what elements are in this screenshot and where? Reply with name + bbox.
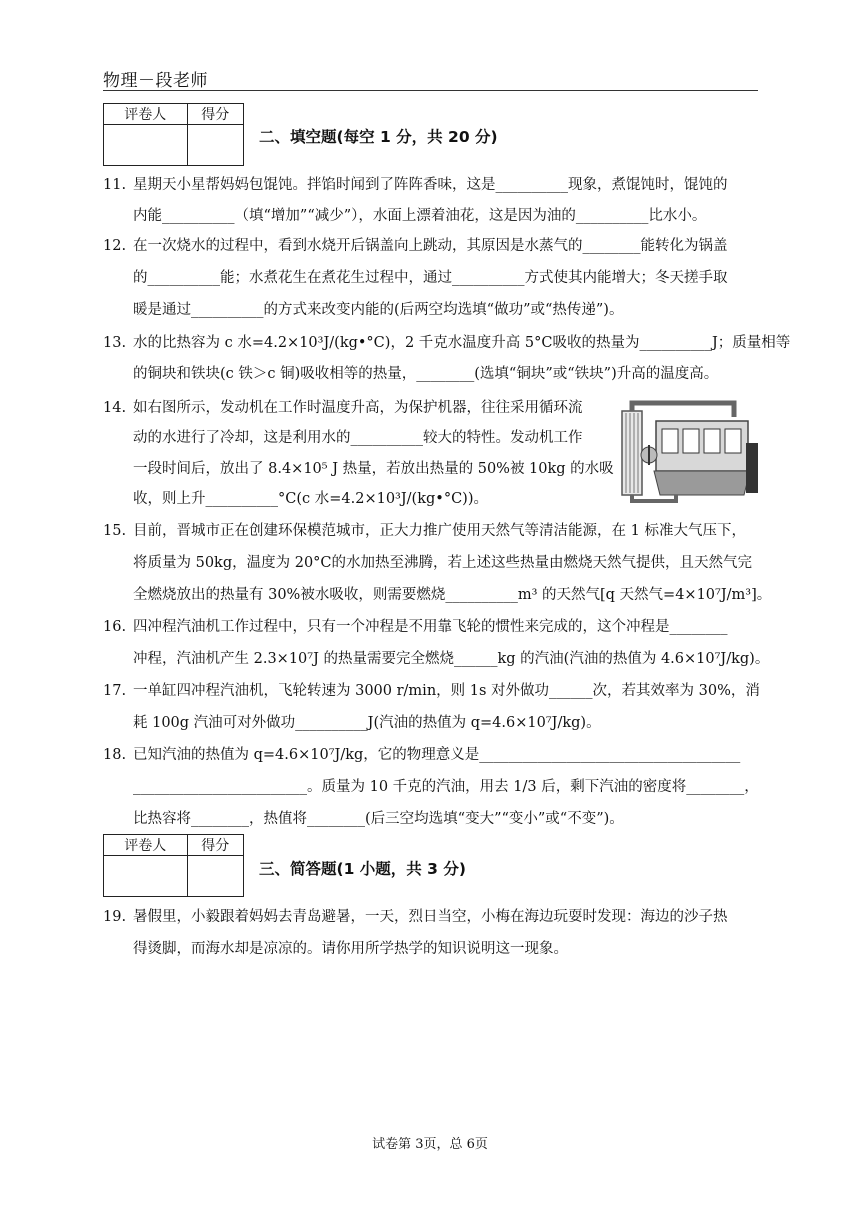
question-line: 冲程，汽油机产生 2.3×10⁷J 的热量需要完全燃烧______kg 的汽油(汽油的热值为 4.6×10⁷J/kg)。 xyxy=(133,651,770,667)
score-box-score-cell[interactable] xyxy=(187,125,243,166)
question-line: 全燃烧放出的热量有 30%被水吸收，则需要燃烧__________m³ 的天然气[q 天然气=4×10⁷J/m³]。 xyxy=(133,587,772,603)
question-line: 暖是通过__________的方式来改变内能的(后两空均选填“做功”或“热传递”)。 xyxy=(133,302,624,318)
question-number: 18. xyxy=(103,747,127,763)
score-box-grader-cell[interactable] xyxy=(104,125,188,166)
section3-title: 三、简答题(1 小题，共 3 分) xyxy=(259,860,466,878)
question-number: 16. xyxy=(103,619,127,635)
question-line: 内能__________（填“增加”“减少”），水面上漂着油花，这是因为油的__________比水小。 xyxy=(133,208,707,224)
score-box-section2 xyxy=(103,103,244,166)
question-line: 比热容将________，热值将________(后三空均选填“变大”“变小”或“不变”)。 xyxy=(133,811,624,827)
page-footer: 试卷第 3页，总 6页 xyxy=(372,1137,488,1152)
question-line: 的铜块和铁块(c 铁＞c 铜)吸收相等的热量，________(选填“铜块”或“铁块”)升高的温度高。 xyxy=(133,366,719,382)
score-box-grader-cell[interactable] xyxy=(104,856,188,897)
question-line: 将质量为 50kg，温度为 20°C的水加热至沸腾，若上述这些热量由燃烧天然气提供，且天然气完 xyxy=(133,555,753,571)
question-line: 已知汽油的热值为 q=4.6×10⁷J/kg，它的物理意义是____________________________________ xyxy=(133,747,741,763)
engine-cooling-figure xyxy=(616,399,762,507)
score-box-section3 xyxy=(103,834,244,897)
question-number: 13. xyxy=(103,335,127,351)
question-number: 19. xyxy=(103,909,127,925)
page-header xyxy=(103,66,758,91)
score-box-grader-label: 评卷人 xyxy=(104,104,188,125)
question-line: 的__________能；水煮花生在煮花生过程中，通过__________方式使其内能增大；冬天搓手取 xyxy=(133,270,728,286)
question-line: 水的比热容为 c 水=4.2×10³J/(kg•°C)，2 千克水温度升高 5°C吸收的热量为__________J；质量相等 xyxy=(133,335,791,351)
question-number: 15. xyxy=(103,523,127,539)
question-line: ________________________。质量为 10 千克的汽油，用去 1/3 后，剩下汽油的密度将________， xyxy=(133,779,759,795)
question-line: 得烫脚，而海水却是凉凉的。请你用所学热学的知识说明这一现象。 xyxy=(133,941,568,957)
question-line: 四冲程汽油机工作过程中，只有一个冲程是不用靠飞轮的惯性来完成的，这个冲程是________ xyxy=(133,619,728,635)
question-number: 11. xyxy=(103,177,127,193)
score-box-score-label: 得分 xyxy=(187,104,243,125)
question-line: 在一次烧水的过程中，看到水烧开后锅盖向上跳动，其原因是水蒸气的________能转化为锅盖 xyxy=(133,238,728,254)
section2-title: 二、填空题(每空 1 分，共 20 分) xyxy=(259,128,498,146)
question-line: 如右图所示，发动机在工作时温度升高，为保护机器，往往采用循环流 xyxy=(133,400,583,416)
question-line: 目前，晋城市正在创建环保模范城市，正大力推广使用天然气等清洁能源，在 1 标准大气压下， xyxy=(133,523,746,539)
question-line: 动的水进行了冷却，这是利用水的__________较大的特性。发动机工作 xyxy=(133,430,583,446)
question-number: 17. xyxy=(103,683,127,699)
question-line: 收，则上升__________°C(c 水=4.2×10³J/(kg•°C))。 xyxy=(133,491,488,507)
question-line: 一单缸四冲程汽油机，飞轮转速为 3000 r/min，则 1s 对外做功______次，若其效率为 30%，消 xyxy=(133,683,760,699)
question-line: 星期天小星帮妈妈包馄饨。拌馅时闻到了阵阵香味，这是__________现象，煮馄饨时，馄饨的 xyxy=(133,177,728,193)
question-number: 12. xyxy=(103,238,127,254)
question-line: 一段时间后，放出了 8.4×10⁵ J 热量，若放出热量的 50%被 10kg 的水吸 xyxy=(133,461,614,477)
question-number: 14. xyxy=(103,400,127,416)
question-line: 耗 100g 汽油可对外做功__________J(汽油的热值为 q=4.6×10⁷J/kg)。 xyxy=(133,715,601,731)
score-box-score-cell[interactable] xyxy=(187,856,243,897)
question-line: 暑假里，小毅跟着妈妈去青岛避暑，一天，烈日当空，小梅在海边玩耍时发现：海边的沙子热 xyxy=(133,909,728,925)
header-title: 物理－段老师 xyxy=(103,71,208,91)
score-box-score-label: 得分 xyxy=(187,835,243,856)
score-box-grader-label: 评卷人 xyxy=(104,835,188,856)
